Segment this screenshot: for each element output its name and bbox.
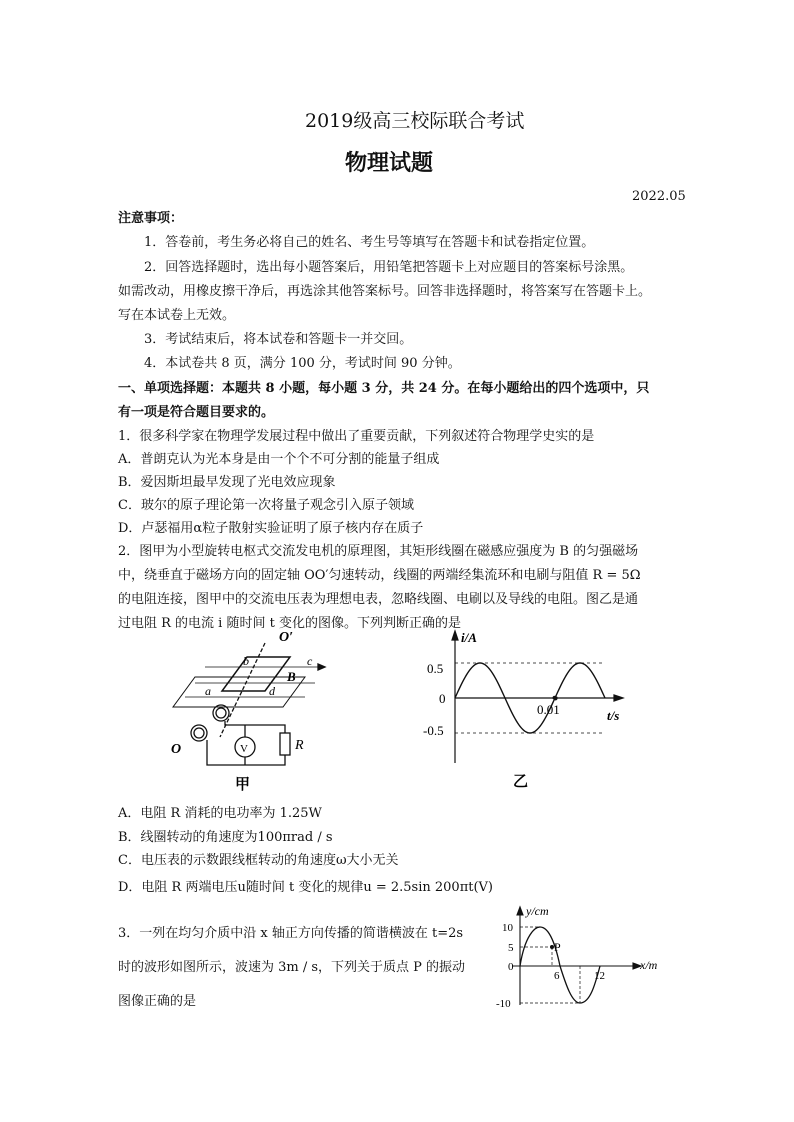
- q1-stem: 1．很多科学家在物理学发展过程中做出了重要贡献，下列叙述符合物理学史实的是: [118, 429, 595, 444]
- y-tick-pos: 0.5: [427, 661, 444, 676]
- q2-option-c: C．电压表的示数跟线框转动的角速度ω大小无关: [118, 853, 399, 868]
- x-tick: 0.01: [537, 702, 560, 717]
- label-r: R: [295, 738, 304, 753]
- y-axis-label: i/A: [461, 630, 477, 645]
- wave-tick: 10: [502, 922, 513, 934]
- wave-tick: 0: [508, 961, 514, 973]
- q3-stem: 图像正确的是: [118, 994, 197, 1009]
- q1-option-c: C．玻尔的原子理论第一次将量子观念引入原子领域: [118, 498, 414, 513]
- label-a: a: [205, 684, 211, 698]
- y-tick-zero: 0: [439, 691, 446, 706]
- wave-tick: 6: [554, 970, 560, 982]
- q2-stem: 的电阻连接，图甲中的交流电压表为理想电表，忽略线圈、电刷以及导线的电阻。图乙是通: [118, 592, 639, 607]
- generator-diagram: [165, 625, 355, 795]
- notice-heading: 注意事项：: [118, 211, 184, 226]
- q2-stem: 2．图甲为小型旋转电枢式交流发电机的原理图，其矩形线圈在磁感应强度为 B 的匀强磁场: [118, 544, 639, 559]
- wave-tick: -10: [496, 998, 511, 1010]
- label-o-prime: O′: [279, 630, 294, 645]
- label-field-b: B: [287, 669, 296, 684]
- label-c: c: [307, 654, 313, 668]
- section-heading: 有一项是符合题目要求的。: [118, 405, 275, 420]
- q1-option-a: A．普朗克认为光本身是由一个个不可分割的能量子组成: [118, 452, 440, 467]
- wave-diagram: [490, 905, 675, 1010]
- label-d: d: [269, 684, 275, 698]
- notice-item: 1．答卷前，考生务必将自己的姓名、考生号等填写在答题卡和试卷指定位置。: [144, 235, 595, 250]
- wave-tick: 5: [508, 942, 514, 954]
- label-o: O: [171, 742, 182, 757]
- section-heading: 一、单项选择题：本题共 8 小题，每小题 3 分，共 24 分。在每小题给出的四个选项中，只: [118, 381, 650, 396]
- q1-option-b: B．爱因斯坦最早发现了光电效应现象: [118, 475, 336, 490]
- q2-stem: 中，绕垂直于磁场方向的固定轴 OO′匀速转动，线圈的两端经集流环和电刷与阻值 R = 5Ω: [118, 568, 641, 583]
- notice-item: 写在本试卷上无效。: [118, 308, 236, 323]
- notice-item: 2．回答选择题时，选出每小题答案后，用铅笔把答题卡上对应题目的答案标号涂黑。: [144, 260, 634, 275]
- y-tick-neg: -0.5: [423, 723, 444, 738]
- notice-item: 4．本试卷共 8 页，满分 100 分，考试时间 90 分钟。: [144, 356, 461, 371]
- q3-stem: 3．一列在均匀介质中沿 x 轴正方向传播的简谐横波在 t=2s: [118, 926, 464, 941]
- q2-option-a: A．电阻 R 消耗的电功率为 1.25W: [118, 806, 322, 821]
- voltmeter-label: V: [240, 743, 248, 755]
- caption-yi: 乙: [513, 774, 529, 790]
- x-axis-label: t/s: [607, 708, 620, 723]
- notice-item: 如需改动，用橡皮擦干净后，再选涂其他答案标号。回答非选择题时，将答案写在答题卡上。: [118, 284, 652, 299]
- q2-option-b: B．线圈转动的角速度为100πrad / s: [118, 830, 333, 845]
- exam-date: 2022.05: [632, 189, 686, 204]
- wave-point-p: P: [554, 940, 561, 954]
- wave-tick: 12: [594, 970, 605, 982]
- exam-title: 2019级高三校际联合考试: [305, 110, 525, 132]
- subject-title: 物理试题: [345, 150, 434, 176]
- label-b: b: [243, 654, 249, 668]
- caption-jia: 甲: [235, 777, 251, 793]
- wave-x-label: x/m: [640, 958, 658, 972]
- q2-stem: 过电阻 R 的电流 i 随时间 t 变化的图像。下列判断正确的是: [118, 616, 461, 631]
- q3-stem: 时的波形如图所示，波速为 3m / s，下列关于质点 P 的振动: [118, 960, 466, 975]
- notice-item: 3．考试结束后，将本试卷和答题卡一并交回。: [144, 332, 413, 347]
- wave-y-label: y/cm: [526, 905, 549, 918]
- q1-option-d: D．卢瑟福用α粒子散射实验证明了原子核内存在质子: [118, 521, 424, 536]
- current-time-chart: [415, 628, 630, 793]
- q2-option-d: D．电阻 R 两端电压u随时间 t 变化的规律u = 2.5sin 200πt(V): [118, 880, 493, 895]
